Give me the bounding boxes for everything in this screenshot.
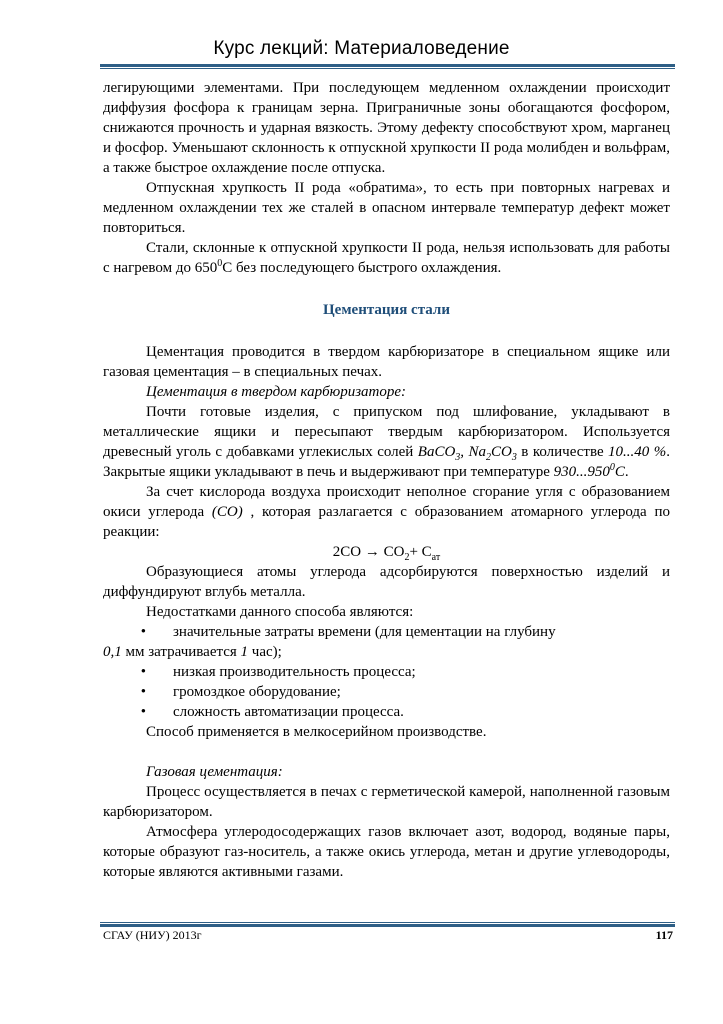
footer-publisher: СГАУ (НИУ) 2013г [103,928,202,942]
percent-range: 10...40 % [608,444,667,460]
text-run: . Закрытые ящики укладывают в печь и выдерживают при температуре [103,444,670,480]
bullet-icon [103,662,146,682]
text-run: , которая разлагается с образованием атомарного углерода по реакции: [103,504,670,540]
list-item [103,662,670,682]
subscript: 2 [404,552,410,563]
formula-part: + C [409,544,432,560]
page-header-title: Курс лекций: Материаловедение [213,38,510,59]
footer-rule-thin [100,922,675,923]
bullet-glyph: • [140,624,146,640]
paragraph: легирующими элементами. При последующем медленном охлаждении происходит диффузия фосфора к границам зерна. Приграничные зоны обогащаются фосфором, снижаются прочность и ударная вязкость. Этому дефекту способствуют хром, марганец и фосфор. Уменьшают склонность к отпускной хрупкости II рода молибден и вольфрам, а также быстрое охлаждение после отпуска. [103,80,670,176]
paragraph: Процесс осуществляется в печах с герметической камерой, наполненной газовым карбюризатором. [103,784,670,820]
subscript: 3 [455,452,461,463]
page-content [103,78,670,882]
paragraph: Цементация проводится в твердом карбюризаторе в специальном ящике или газовая цементация – в специальных печах. [103,344,670,380]
formula-part: C [614,464,625,480]
page-number: 117 [655,928,673,942]
paragraph: Атмосфера углеродосодержащих газов включает азот, водород, водяные пары, которые образуют газ-носитель, а также окись углерода, метан и другие углеводороды, которые являются активными газами. [103,824,670,880]
bullet-glyph: • [140,664,146,680]
text-run: Стали, склонные к отпускной хрупкости II рода, нельзя использовать для работы с нагревом до 650 [103,240,670,276]
formula-part: BaCO [417,444,456,460]
section-heading: Цементация стали [323,302,450,318]
paragraph: Образующиеся атомы углерода адсорбируются поверхностью изделий и диффундируют вглубь металла. [103,564,670,600]
list-item [103,682,670,702]
subscript: 2 [486,452,491,463]
reaction-equation [103,542,670,562]
text-run: низкая производительность процесса; [173,664,416,680]
hour-value: 1 [240,644,249,660]
list-item [103,702,670,722]
paragraph: Способ применяется в мелкосерийном производстве. [146,724,487,740]
text-run: час); [248,644,282,660]
bullet-icon [103,622,146,642]
subheading: Цементация в твердом карбюризаторе: [146,384,407,400]
formula-part: 2CO → CO [332,544,405,560]
formula-part: CO [491,444,512,460]
formula-part: Na [468,444,486,460]
paragraph [103,238,670,278]
paragraph [103,482,670,542]
text-run: мм затрачивается [121,644,241,660]
header-rule-thin [100,68,675,69]
list-item [103,622,670,642]
text-run: За счет кислорода воздуха происходит неполное сгорание угля с образованием окиси углерода [103,484,670,520]
bullet-icon [103,682,146,702]
text-run: сложность автоматизации процесса. [173,704,404,720]
text-run: в количестве [516,444,609,460]
spacer [103,742,670,762]
paragraph [103,402,670,482]
header-rule-thick [100,64,675,67]
text-run: . [624,464,629,480]
bullet-glyph: • [140,684,146,700]
paragraph: Отпускная хрупкость II рода «обратима», то есть при повторных нагревах и медленном охлаждении тех же сталей в опасном интервале температур дефект может повториться. [103,180,670,236]
superscript: 0 [609,462,615,473]
text-run: С без последующего быстрого охлаждения. [222,260,502,276]
bullet-glyph: • [140,704,146,720]
subscript: ат [431,552,441,563]
subheading: Газовая цементация: [146,764,283,780]
formula-part: , [460,444,469,460]
text-run: значительные затраты времени (для цементации на глубину [173,624,556,640]
formula-part: 930...950 [553,464,610,480]
paragraph: Недостатками данного способа являются: [146,604,414,620]
temperature-range [554,464,625,480]
list-item-continuation [103,642,670,662]
superscript: 0 [217,258,223,269]
text-run: Почти готовые изделия, с припуском под шлифование, укладывают в металлические ящики и пересыпают твердым карбюризатором. Используется древесный уголь с добавками углекислых солей [103,404,670,460]
text-run: громоздкое оборудование; [173,684,341,700]
depth-value: 0,1 [103,644,122,660]
bullet-icon [103,702,146,722]
formula: (CO) [211,504,243,520]
subscript: 3 [511,452,517,463]
footer-rule-thick [100,924,675,927]
formula [417,444,517,463]
